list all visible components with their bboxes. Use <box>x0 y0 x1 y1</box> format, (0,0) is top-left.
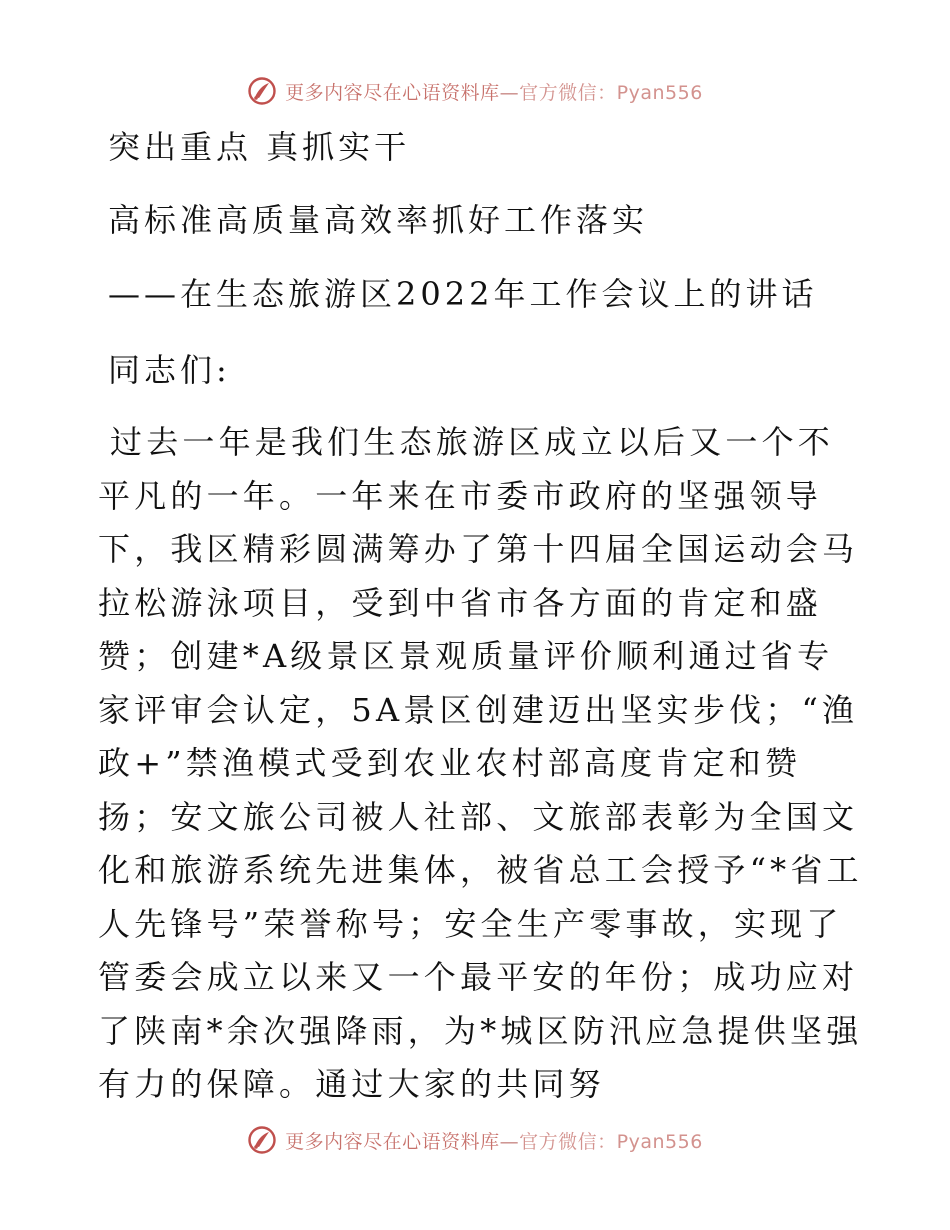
brush-logo-icon <box>247 76 277 106</box>
watermark-footer <box>0 1120 950 1160</box>
watermark-contact: 官方微信：Pyan556 <box>519 1130 703 1153</box>
watermark-separator: — <box>499 1130 520 1153</box>
document-title-line-2: 高标准高质量高效率抓好工作落实 <box>108 201 649 239</box>
watermark-brand: 更多内容尽在心语资料库 <box>285 81 500 104</box>
watermark-separator: — <box>499 81 520 104</box>
watermark-header <box>0 71 950 111</box>
body-paragraph: 过去一年是我们生态旅游区成立以后又一个不平凡的一年。一年来在市委市政府的坚强领导下，我区精彩圆满筹办了第十四届全国运动会马拉松游泳项目，受到中省市各方面的肯定和盛赞；创建*A级景区景观质量评价顺利通过省专家评审会认定，5A景区创建迈出坚实步伐；“渔政+”禁渔模式受到农业农村部高度肯定和赞扬；安文旅公司被人社部、文旅部表彰为全国文化和旅游系统先进集体，被省总工会授予“*省工人先锋号”荣誉称号；安全生产零事故，实现了管委会成立以来又一个最平安的年份；成功应对了陕南*余次强降雨，为*城区防汛应急提供坚强有力的保障。通过大家的共同努 <box>98 423 863 1103</box>
watermark-text <box>285 1127 703 1154</box>
watermark-contact: 官方微信：Pyan556 <box>519 81 703 104</box>
document-title-line-1: 突出重点 真抓实干 <box>108 128 411 166</box>
brush-logo-icon <box>247 1125 277 1155</box>
document-subtitle: ——在生态旅游区2022年工作会议上的讲话 <box>108 275 818 313</box>
watermark-brand: 更多内容尽在心语资料库 <box>285 1130 500 1153</box>
salutation: 同志们: <box>108 351 231 389</box>
watermark-text <box>285 78 703 105</box>
